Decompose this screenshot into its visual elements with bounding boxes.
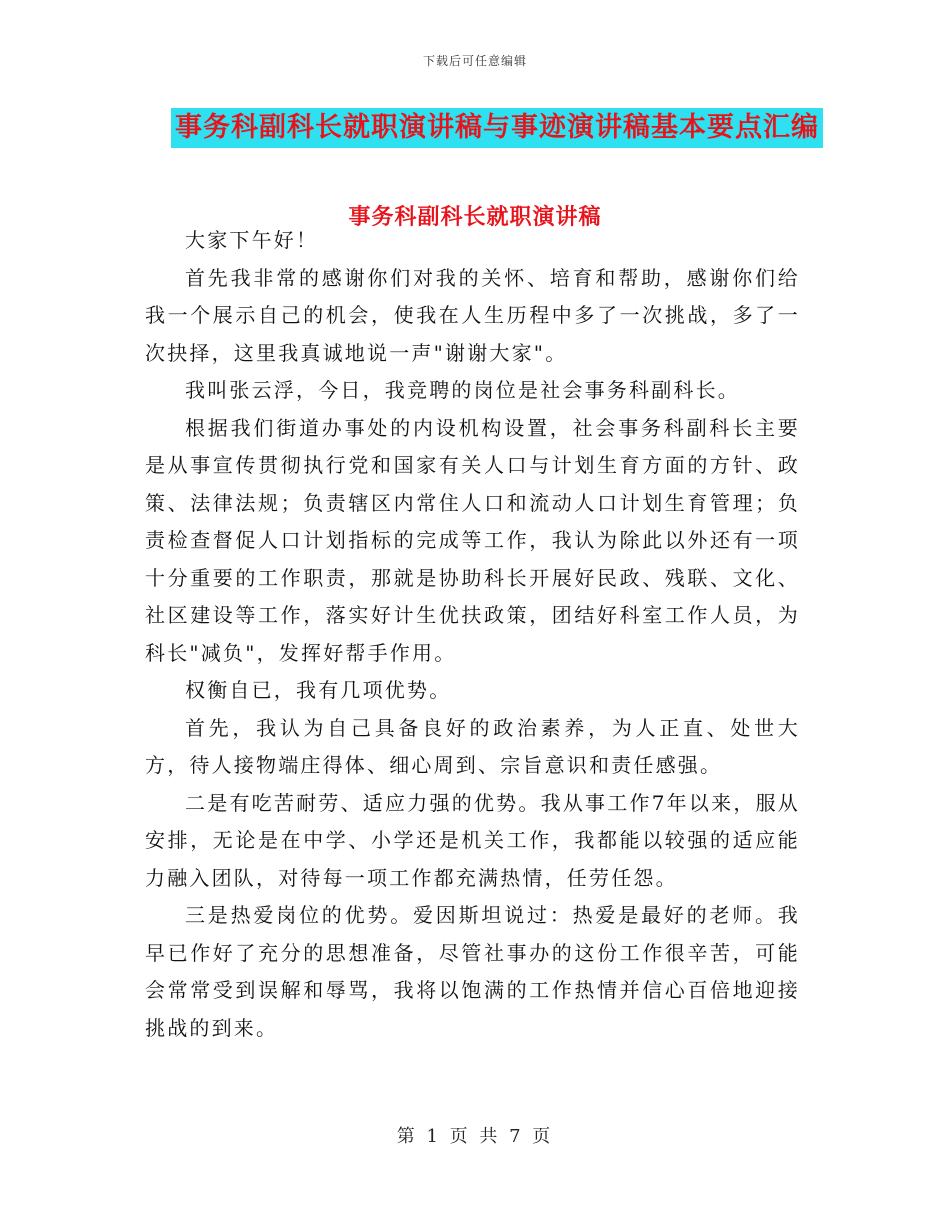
section-title: 事务科副科长就职演讲稿 xyxy=(348,204,602,230)
document-body xyxy=(145,222,800,1047)
paragraph-greeting: 大家下午好！ xyxy=(185,228,319,252)
page-number: 第 1 页 共 7 页 xyxy=(396,1126,554,1147)
paragraph: 我叫张云浮，今日，我竞聘的岗位是社会事务科副科长。 xyxy=(185,378,740,402)
paragraph: 首先我非常的感谢你们对我的关怀、培育和帮助，感谢你们给我一个展示自己的机会，使我在人生历程中多了一次挑战，多了一次抉择，这里我真诚地说一声"谢谢大家"。 xyxy=(145,265,800,365)
document-title: 事务科副科长就职演讲稿与事迹演讲稿基本要点汇编 xyxy=(171,108,823,148)
paragraph: 三是热爱岗位的优势。爱因斯坦说过：热爱是最好的老师。我早已作好了充分的思想准备，尽管社事办的这份工作很辛苦，可能会常常受到误解和辱骂，我将以饱满的工作热情并信心百倍地迎接挑战的到来。 xyxy=(145,903,800,1040)
paragraph: 二是有吃苦耐劳、适应力强的优势。我从事工作7年以来，服从安排，无论是在中学、小学还是机关工作，我都能以较强的适应能力融入团队，对待每一项工作都充满热情，任劳任怨。 xyxy=(145,790,800,890)
header-note: 下载后可任意编辑 xyxy=(422,54,527,68)
paragraph: 根据我们街道办事处的内设机构设置，社会事务科副科长主要是从事宣传贯彻执行党和国家有关人口与计划生育方面的方针、政策、法律法规；负责辖区内常住人口和流动人口计划生育管理；负责检查督促人口计划指标的完成等工作，我认为除此以外还有一项十分重要的工作职责，那就是协助科长开展好民政、残联、文化、社区建设等工作，落实好计生优扶政策，团结好科室工作人员，为科长"减负"，发挥好帮手作用。 xyxy=(145,415,800,665)
document-title-container xyxy=(0,108,950,148)
paragraph: 权衡自已，我有几项优势。 xyxy=(185,678,452,702)
paragraph: 首先，我认为自己具备良好的政治素养，为人正直、处世大方，待人接物端庄得体、细心周到、宗旨意识和责任感强。 xyxy=(145,715,800,777)
